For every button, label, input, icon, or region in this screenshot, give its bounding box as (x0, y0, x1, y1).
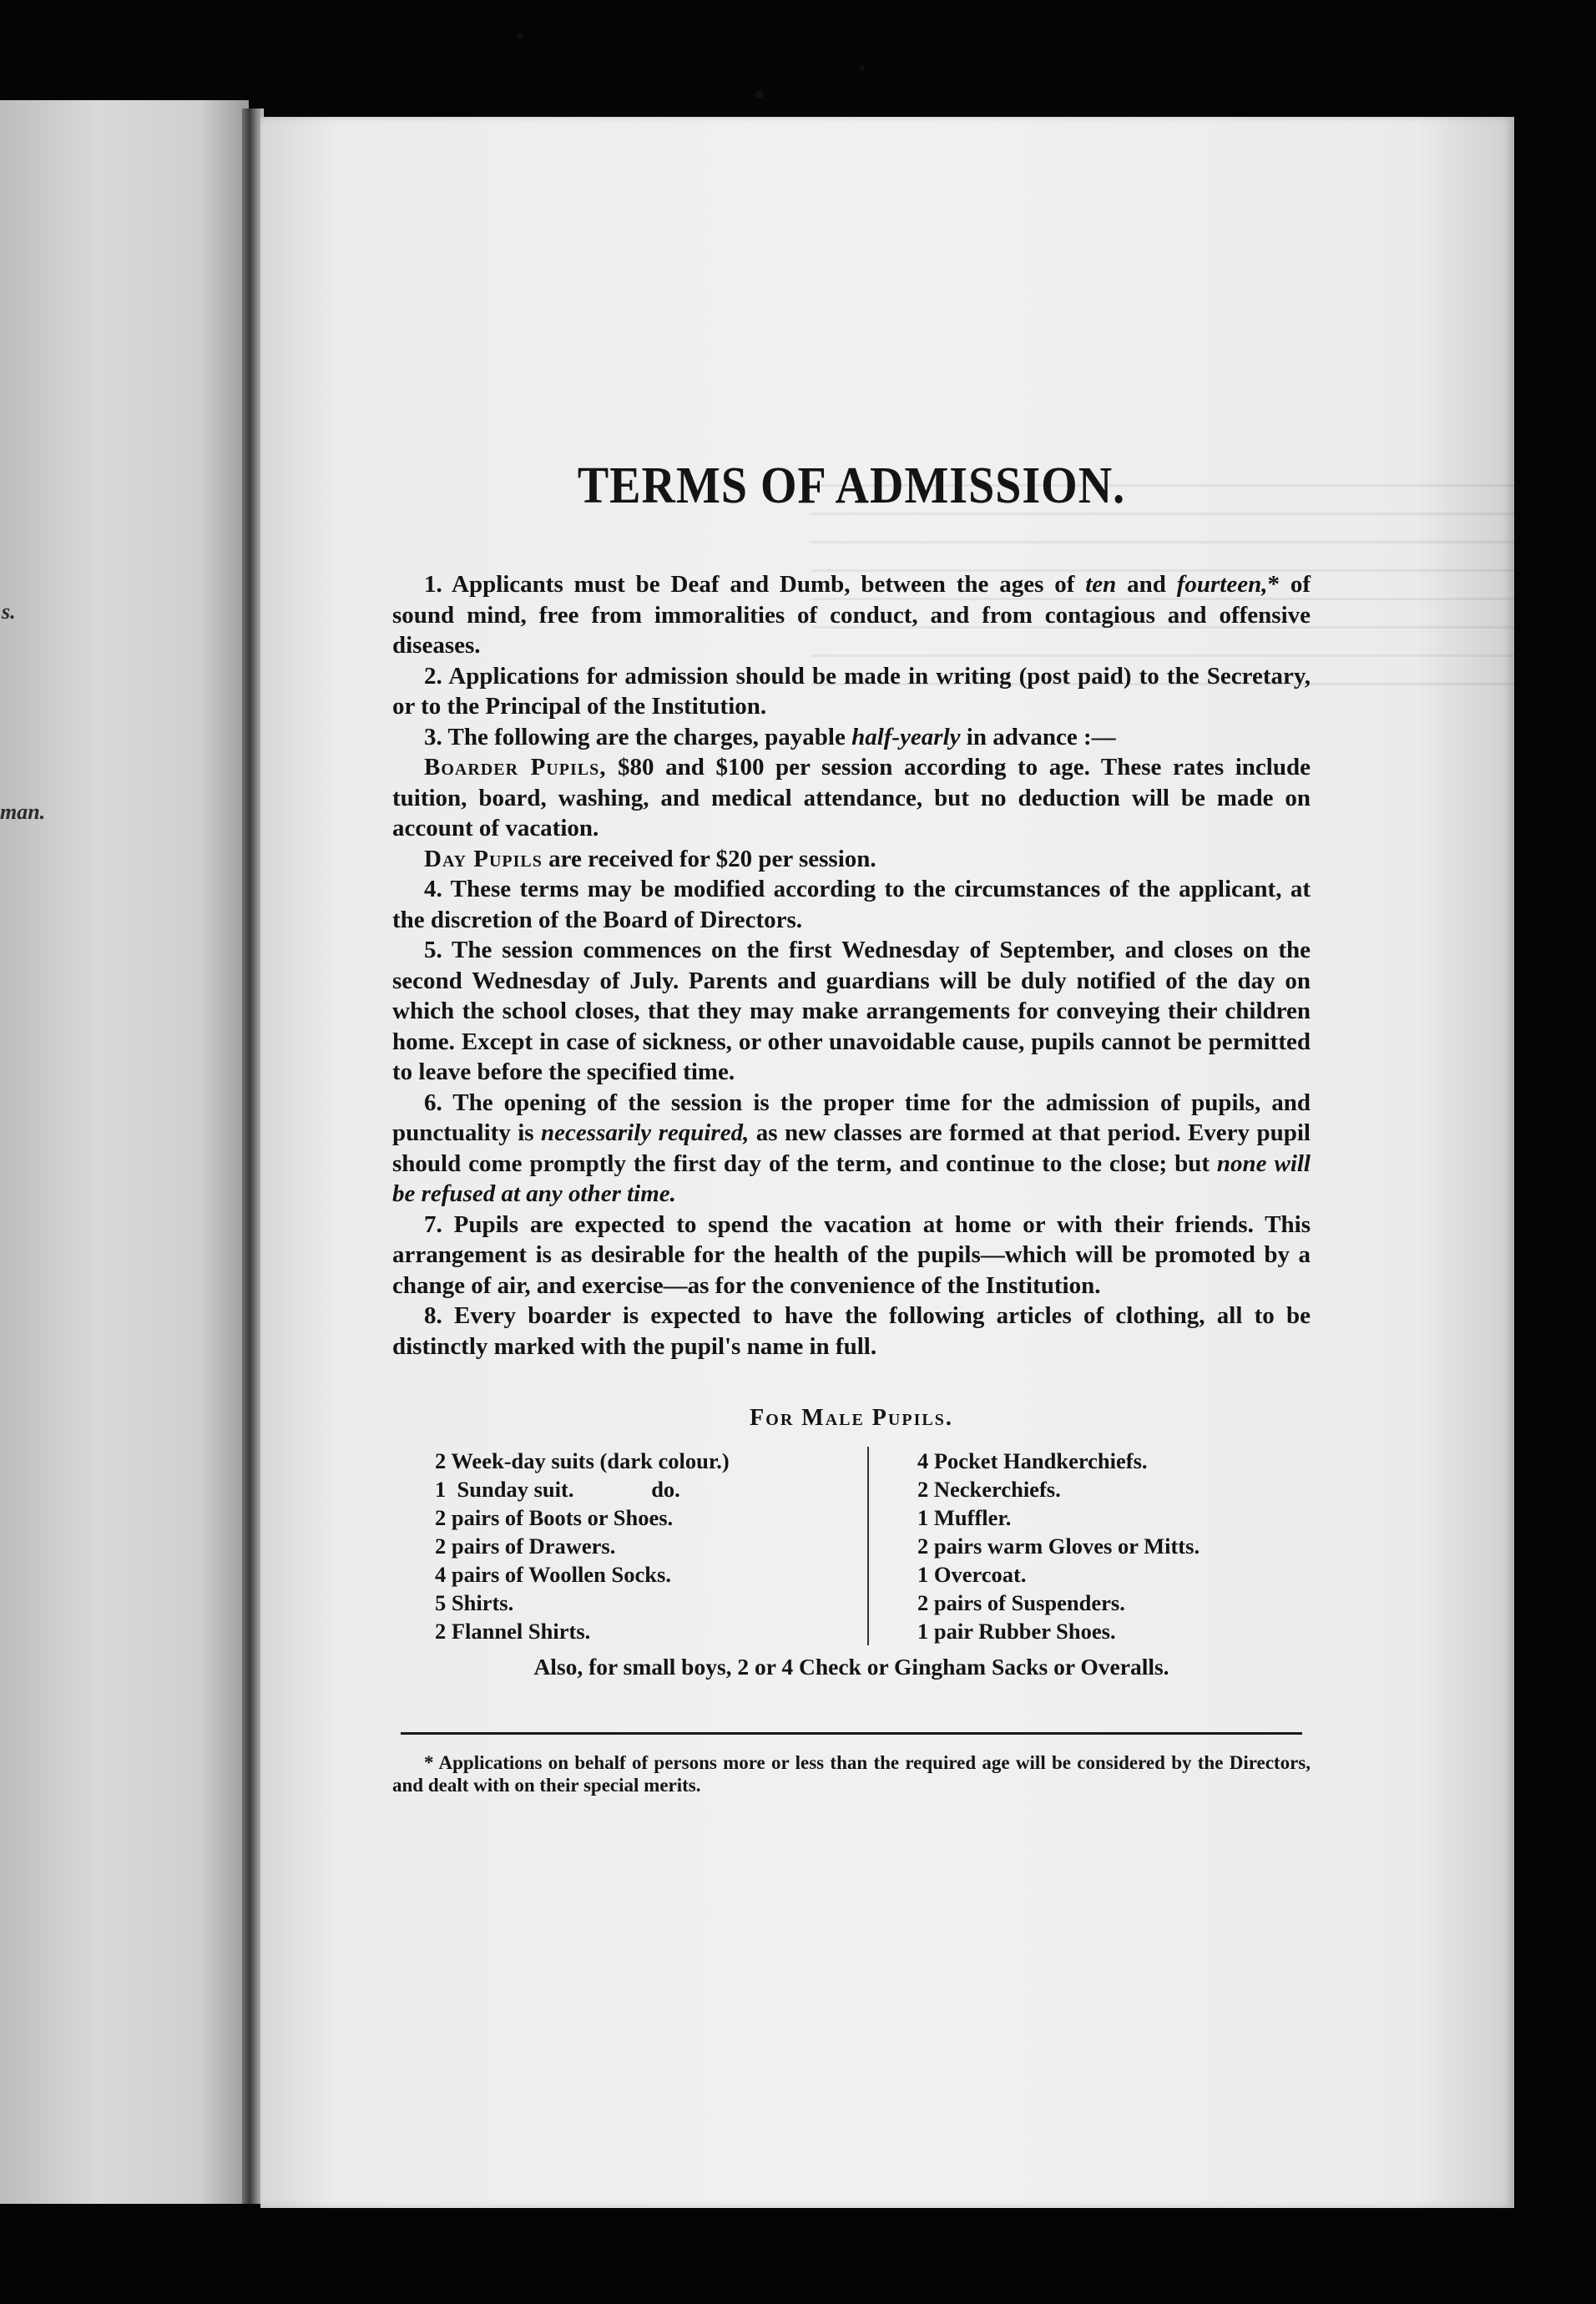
item-7: 7. Pupils are expected to spend the vacation at home or with their friends. This arrangement is as desirable for the health of the pupils—which will be promoted by a change of air, and exercise—as for the convenience of the Institution. (392, 1210, 1311, 1299)
clothing-item: 2 pairs of Suspenders. (917, 1590, 1125, 1615)
item-2: 2. Applications for admission should be made in writing (post paid) to the Secretary, or to the Principal of the Institution. (392, 662, 1311, 720)
item-1-text: 1. Applicants must be Deaf and Dumb, between the ages of (424, 571, 1086, 598)
item-4: 4. These terms may be modified according to the circumstances of the applicant, at the discretion of the Board of Directors. (392, 876, 1311, 933)
item-3-text: 3. The following are the charges, payable (424, 723, 852, 750)
boarder-pupils-label: Boarder Pupils, (424, 754, 607, 781)
clothing-item: 2 pairs of Drawers. (435, 1533, 616, 1559)
clothing-column-left (435, 1447, 869, 1645)
item-3-text: in advance :— (960, 723, 1116, 750)
male-pupils-heading: For Male Pupils. (750, 1405, 953, 1431)
footnote: * Applications on behalf of persons more or less than the required age will be considered by the Directors, and dealt with on their special merits. (392, 1752, 1311, 1796)
item-8: 8. Every boarder is expected to have the following articles of clothing, all to be distinctly marked with the pupil's name in full. (392, 1302, 1311, 1360)
clothing-item: 5 Shirts. (435, 1590, 514, 1615)
item-5: 5. The session commences on the first Wednesday of September, and closes on the second Wednesday of July. Parents and guardians will be duly notified of the day on which the school closes, that they may make arrangements for conveying their children home. Except in case of sickness, or other unavoidable cause, pupils cannot be permitted to leave before the specified time. (392, 937, 1311, 1085)
left-page-fragment: s. (2, 599, 16, 624)
clothing-item: 1 pair Rubber Shoes. (917, 1619, 1116, 1644)
clothing-item: 1 Sunday suit. do. (435, 1477, 680, 1502)
item-1 (392, 569, 1311, 661)
item-1-text: * of sound mind, free from immoralities of conduct, and from contagious and offensive diseases. (392, 571, 1311, 659)
page-title: TERMS OF ADMISSION. (577, 457, 1126, 515)
left-page (0, 100, 249, 2204)
left-page-fragment: man. (0, 800, 46, 824)
item-1-emphasis: ten (1085, 571, 1117, 598)
footnote-divider (401, 1732, 1302, 1735)
boarder-pupils (392, 752, 1311, 844)
item-6-text: as new classes are formed at that period. Every pupil should come promptly the first day of the term, and continue to the close; but (392, 1119, 1311, 1177)
dust-speck (860, 65, 865, 70)
item-3-emphasis: half-yearly (851, 723, 961, 750)
clothing-column-right (869, 1447, 1268, 1645)
item-6-emphasis: none will be refused at any other time. (392, 1149, 1311, 1207)
clothing-item: 4 Pocket Handkerchiefs. (917, 1448, 1148, 1473)
item-1-text: and (1116, 571, 1177, 598)
item-6 (392, 1088, 1311, 1210)
item-6-text: 6. The opening of the session is the proper time for the admission of pupils, and punctuality is (392, 1089, 1311, 1146)
small-boys-note: Also, for small boys, 2 or 4 Check or Gingham Sacks or Overalls. (533, 1654, 1169, 1680)
item-3 (392, 722, 1311, 753)
clothing-list (392, 1447, 1311, 1645)
item-6-emphasis: necessarily required, (541, 1119, 750, 1146)
day-pupils-text: are received for $20 per session. (542, 845, 876, 872)
clothing-item: 1 Overcoat. (917, 1562, 1027, 1587)
clothing-item: 2 pairs of Boots or Shoes. (435, 1505, 674, 1530)
clothing-item: 2 Flannel Shirts. (435, 1619, 591, 1644)
day-pupils-label: Day Pupils (424, 845, 543, 872)
dust-speck (755, 90, 764, 99)
dust-speck (518, 33, 523, 39)
clothing-item: 2 Week-day suits (dark colour.) (435, 1448, 730, 1473)
clothing-item: 4 pairs of Woollen Socks. (435, 1562, 671, 1587)
day-pupils (392, 844, 1311, 875)
clothing-item: 1 Muffler. (917, 1505, 1012, 1530)
boarder-pupils-text: $80 and $100 per session according to age. These rates include tuition, board, washing, and medical attendance, but no deduction will be made on account of vacation. (392, 754, 1311, 841)
item-1-emphasis: fourteen, (1176, 571, 1268, 598)
clothing-item: 2 Neckerchiefs. (917, 1477, 1061, 1502)
main-content (392, 459, 1311, 1796)
clothing-item: 2 pairs warm Gloves or Mitts. (917, 1533, 1200, 1559)
